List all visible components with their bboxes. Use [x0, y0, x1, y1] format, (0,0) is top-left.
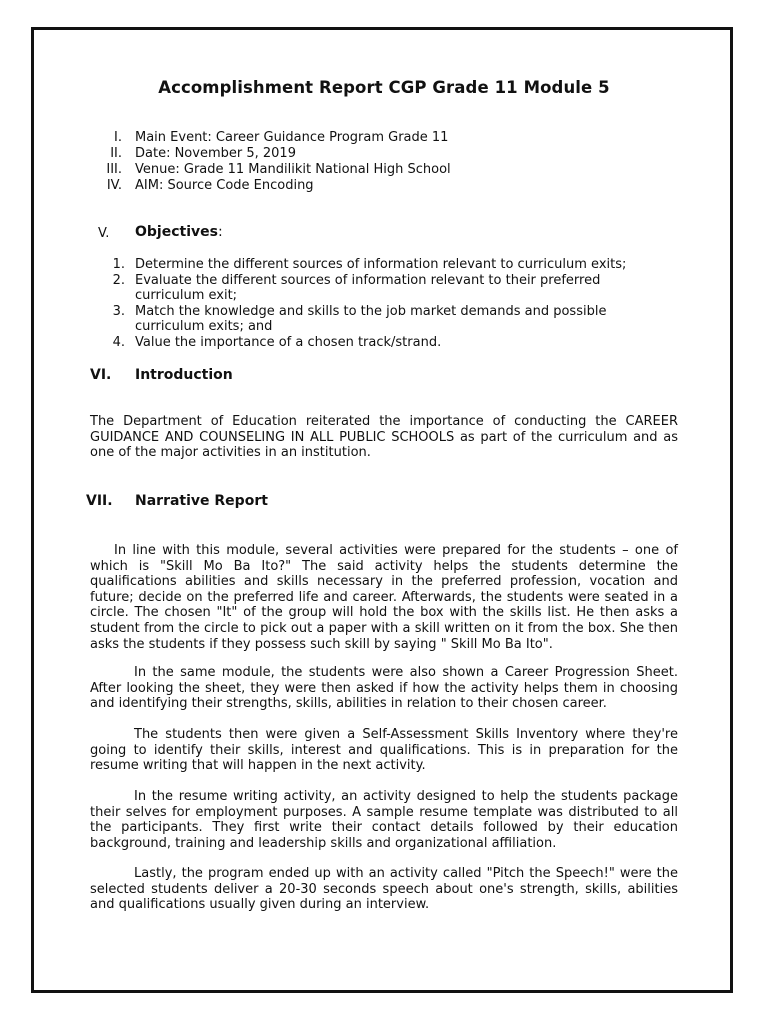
objective-item: [0, 257, 768, 273]
info-item-aim: [0, 178, 768, 194]
narrative-number: VII.: [86, 493, 113, 509]
objectives-number: V.: [98, 226, 110, 241]
objective-item: [0, 304, 768, 320]
narrative-heading: Narrative Report: [135, 493, 268, 509]
info-item-number: I.: [114, 130, 122, 145]
info-item-text: Venue: Grade 11 Mandilikit National High School: [135, 162, 451, 177]
objective-text: Evaluate the different sources of information relevant to their preferred: [135, 272, 601, 288]
objective-item: [0, 273, 768, 289]
objective-number: 3.: [112, 303, 125, 319]
event-info-list: [0, 130, 768, 194]
info-item-number: III.: [106, 162, 122, 177]
objectives-heading-wrap: [135, 224, 223, 240]
objective-text: Determine the different sources of information relevant to curriculum exits;: [135, 257, 627, 272]
info-item-venue: [0, 162, 768, 178]
info-item-number: II.: [110, 146, 122, 161]
objective-text: curriculum exits; and: [135, 319, 273, 334]
narrative-paragraph-5: Lastly, the program ended up with an activity called "Pitch the Speech!" were the selected students deliver a 20-30 seconds speech about one's strength, skills, abilities and qualifications usually given during an interview.: [90, 866, 678, 913]
objective-continuation: [0, 288, 768, 304]
introduction-paragraph: The Department of Education reiterated the importance of conducting the CAREER GUIDANCE AND COUNSELING IN ALL PUBLIC SCHOOLS as part of the curriculum and as one of the major activities in an institution.: [90, 414, 678, 461]
info-item-date: [0, 146, 768, 162]
objective-number: 4.: [112, 334, 125, 350]
objective-number: 1.: [112, 257, 125, 272]
info-item-text: Date: November 5, 2019: [135, 146, 296, 161]
narrative-paragraph-3: The students then were given a Self-Assessment Skills Inventory where they're going to identify their skills, interest and qualifications. This is in preparation for the resume writing that will happen in the next activity.: [90, 727, 678, 774]
report-title: Accomplishment Report CGP Grade 11 Module 5: [158, 78, 610, 97]
introduction-number: VI.: [90, 367, 112, 383]
introduction-heading: Introduction: [135, 367, 233, 383]
objectives-colon: :: [217, 224, 223, 240]
info-item-number: IV.: [106, 178, 122, 193]
objective-text: Match the knowledge and skills to the job market demands and possible: [135, 303, 607, 319]
objectives-list: [0, 257, 768, 350]
objective-item: [0, 335, 768, 351]
objective-text: Value the importance of a chosen track/strand.: [135, 334, 442, 350]
objective-number: 2.: [112, 272, 125, 288]
objectives-heading: Objectives: [135, 224, 218, 240]
objective-continuation: [0, 319, 768, 335]
info-item-text: Main Event: Career Guidance Program Grade 11: [135, 130, 449, 145]
narrative-paragraph-2: In the same module, the students were also shown a Career Progression Sheet. After looking the sheet, they were then asked if how the activity helps them in choosing and identifying their strengths, skills, abilities in relation to their chosen career.: [90, 665, 678, 712]
info-item-main-event: [0, 130, 768, 146]
narrative-paragraph-1: In line with this module, several activities were prepared for the students – one of which is "Skill Mo Ba Ito?" The said activity helps the students determine the qualifications abilities and skills necessary in the preferred profession, vocation and future; decide on the preferred life and career. Afterwards, the students were seated in a circle. The chosen "It" of the group will hold the box with the skills list. He then asks a student from the circle to pick out a paper with a skill written on it from the box. She then asks the students if they possess such skill by saying " Skill Mo Ba Ito".: [90, 543, 678, 652]
info-item-text: AIM: Source Code Encoding: [135, 178, 314, 193]
narrative-paragraph-4: In the resume writing activity, an activity designed to help the students package their selves for employment purposes. A sample resume template was distributed to all the participants. They first write their contact details followed by their education background, training and leadership skills and organizational affiliation.: [90, 789, 678, 851]
objective-text: curriculum exit;: [135, 288, 238, 303]
